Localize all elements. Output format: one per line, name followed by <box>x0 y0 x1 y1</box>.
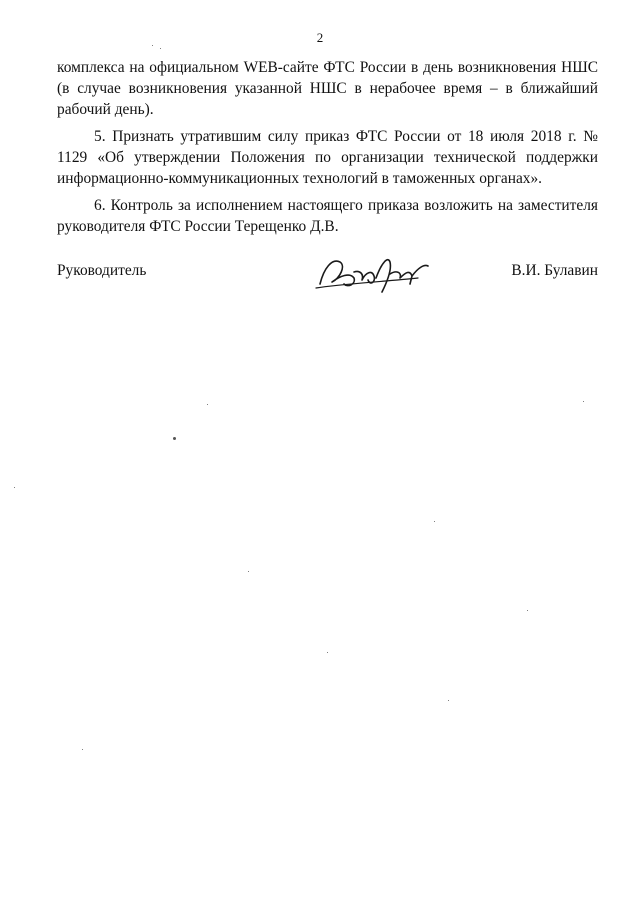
scan-speck <box>82 749 83 750</box>
scan-speck <box>434 521 435 522</box>
scan-speck <box>583 401 584 402</box>
page-number: 2 <box>316 30 324 45</box>
scan-speck <box>160 48 161 49</box>
scan-speck <box>207 404 208 405</box>
scan-speck <box>327 652 328 653</box>
scan-speck <box>173 437 176 440</box>
signature-block <box>57 258 598 298</box>
document-body <box>57 57 598 243</box>
scan-speck <box>448 700 449 701</box>
paragraph-continuation: комплекса на официальном WEB-сайте ФТС России в день возникновения НШС (в случае возникновения указанной НШС в нерабочее время – в ближайший рабочий день). <box>57 59 598 118</box>
paragraph-item-6: 6. Контроль за исполнением настоящего приказа возложить на заместителя руководителя ФТС России Терещенко Д.В. <box>57 197 598 235</box>
signatory-role: Руководитель <box>57 262 147 279</box>
signatory-name: В.И. Булавин <box>511 262 598 279</box>
paragraph-item-5: 5. Признать утратившим силу приказ ФТС России от 18 июля 2018 г. № 1129 «Об утверждении Положения по организации технической поддержки информационно-коммуникационных технологий в таможенных органах». <box>57 128 598 187</box>
scan-speck <box>152 45 153 46</box>
scan-speck <box>248 571 249 572</box>
scan-speck <box>14 487 15 488</box>
handwritten-signature <box>310 248 440 298</box>
scan-speck <box>527 610 528 611</box>
